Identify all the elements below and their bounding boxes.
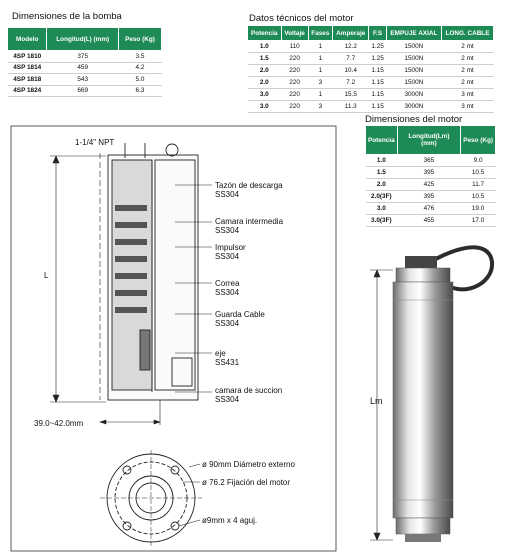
cell: 2 mt xyxy=(441,65,493,77)
cell: 1.0 xyxy=(366,155,398,167)
cell: 1.0 xyxy=(248,41,282,53)
cell: 4SP 1818 xyxy=(8,74,47,86)
cell: 19.0 xyxy=(461,203,496,215)
pump-section-view xyxy=(100,143,212,425)
part-label: Impulsor SS304 xyxy=(215,243,246,261)
l-label: L xyxy=(44,271,49,280)
header-cell: Fases xyxy=(308,26,333,41)
cell: 476 xyxy=(397,203,461,215)
header-cell: Peso (Kg) xyxy=(118,28,161,51)
cell: 2.0 xyxy=(248,65,282,77)
cell: 1.25 xyxy=(369,41,386,53)
cell: 4.2 xyxy=(118,62,161,74)
header-cell: Potencia xyxy=(366,126,398,155)
header-cell: Modelo xyxy=(8,28,47,51)
cell: 110 xyxy=(281,41,308,53)
cell: 1.15 xyxy=(369,101,386,113)
cell: 3 mt xyxy=(441,101,493,113)
flange-note: ø9mm x 4 aguj. xyxy=(202,516,258,525)
cell: 4SP 1810 xyxy=(8,51,47,63)
motor-tech-title: Datos técnicos del motor xyxy=(249,13,354,24)
cell: 1 xyxy=(308,41,333,53)
cell: 220 xyxy=(281,53,308,65)
cell: 2.0(3F) xyxy=(366,191,398,203)
motor-dimensions-title: Dimensiones del motor xyxy=(365,114,463,125)
part-label: eje SS431 xyxy=(215,349,240,367)
cell: 1500N xyxy=(386,77,441,89)
cell: 3.0(3F) xyxy=(366,215,398,227)
width-label: 39.0~42.0mm xyxy=(34,419,84,428)
cell: 3.0 xyxy=(248,101,282,113)
cell: 3.5 xyxy=(118,51,161,63)
part-label: Tazón de descarga SS304 xyxy=(215,181,283,199)
cell: 1.25 xyxy=(369,53,386,65)
cell: 3.0 xyxy=(366,203,398,215)
cell: 220 xyxy=(281,77,308,89)
part-label: Camara intermedia SS304 xyxy=(215,217,284,235)
header-cell: Longitud(Lm) (mm) xyxy=(397,126,461,155)
header-cell: Potencia xyxy=(248,26,282,41)
cell: 2 mt xyxy=(441,53,493,65)
cell: 3000N xyxy=(386,89,441,101)
cell: 1500N xyxy=(386,41,441,53)
cell: 3.0 xyxy=(248,89,282,101)
cell: 2 mt xyxy=(441,77,493,89)
cell: 1500N xyxy=(386,53,441,65)
header-cell: LONG. CABLE xyxy=(441,26,493,41)
cell: 220 xyxy=(281,89,308,101)
dimension-width-line xyxy=(100,420,160,424)
header-cell: F.S xyxy=(369,26,386,41)
cell: 5.0 xyxy=(118,74,161,86)
cell: 220 xyxy=(281,65,308,77)
part-label: Correa SS304 xyxy=(215,279,240,297)
flange-view xyxy=(100,450,202,546)
cell: 1.5 xyxy=(366,167,398,179)
cell: 459 xyxy=(47,62,119,74)
cell: 365 xyxy=(397,155,461,167)
cell: 1.5 xyxy=(248,53,282,65)
cell: 12.2 xyxy=(333,41,369,53)
header-cell: Amperaje xyxy=(333,26,369,41)
cell: 6.3 xyxy=(118,85,161,97)
cell: 7.7 xyxy=(333,53,369,65)
header-cell: Peso (Kg) xyxy=(461,126,496,155)
cell: 17.0 xyxy=(461,215,496,227)
lm-label: Lm xyxy=(370,396,383,406)
cell: 10.5 xyxy=(461,191,496,203)
cell: 455 xyxy=(397,215,461,227)
cell: 7.2 xyxy=(333,77,369,89)
cell: 220 xyxy=(281,101,308,113)
motor-image xyxy=(393,247,492,542)
cell: 4SP 1824 xyxy=(8,85,47,97)
cell: 10.4 xyxy=(333,65,369,77)
cell: 1.15 xyxy=(369,77,386,89)
cell: 3 xyxy=(308,77,333,89)
cell: 375 xyxy=(47,51,119,63)
cell: 3 xyxy=(308,101,333,113)
cell: 1 xyxy=(308,65,333,77)
cell: 395 xyxy=(397,167,461,179)
cell: 2.0 xyxy=(248,77,282,89)
cell: 3 mt xyxy=(441,89,493,101)
cell: 1 xyxy=(308,53,333,65)
cell: 9.0 xyxy=(461,155,496,167)
header-cell: Voltaje xyxy=(281,26,308,41)
cell: 3000N xyxy=(386,101,441,113)
npt-label: 1-1/4" NPT xyxy=(75,138,115,147)
cell: 543 xyxy=(47,74,119,86)
pump-dimensions-title: Dimensiones de la bomba xyxy=(12,11,122,22)
cell: 395 xyxy=(397,191,461,203)
cell: 425 xyxy=(397,179,461,191)
flange-note: ø 90mm Diámetro externo xyxy=(202,460,295,469)
flange-note: ø 76.2 Fijación del motor xyxy=(202,478,291,487)
cell: 2 mt xyxy=(441,41,493,53)
header-cell: Longitud(L) (mm) xyxy=(47,28,119,51)
header-cell: EMPUJE AXIAL xyxy=(386,26,441,41)
cell: 1.15 xyxy=(369,89,386,101)
cell: 11.7 xyxy=(461,179,496,191)
part-label: Guarda Cable SS304 xyxy=(215,310,265,328)
cell: 1.15 xyxy=(369,65,386,77)
cell: 15.5 xyxy=(333,89,369,101)
cell: 11.3 xyxy=(333,101,369,113)
cell: 4SP 1814 xyxy=(8,62,47,74)
dimension-l-line xyxy=(50,156,106,402)
cell: 2.0 xyxy=(366,179,398,191)
part-label: camara de succion SS304 xyxy=(215,386,283,404)
cell: 669 xyxy=(47,85,119,97)
cell: 10.5 xyxy=(461,167,496,179)
cell: 1500N xyxy=(386,65,441,77)
cell: 1 xyxy=(308,89,333,101)
